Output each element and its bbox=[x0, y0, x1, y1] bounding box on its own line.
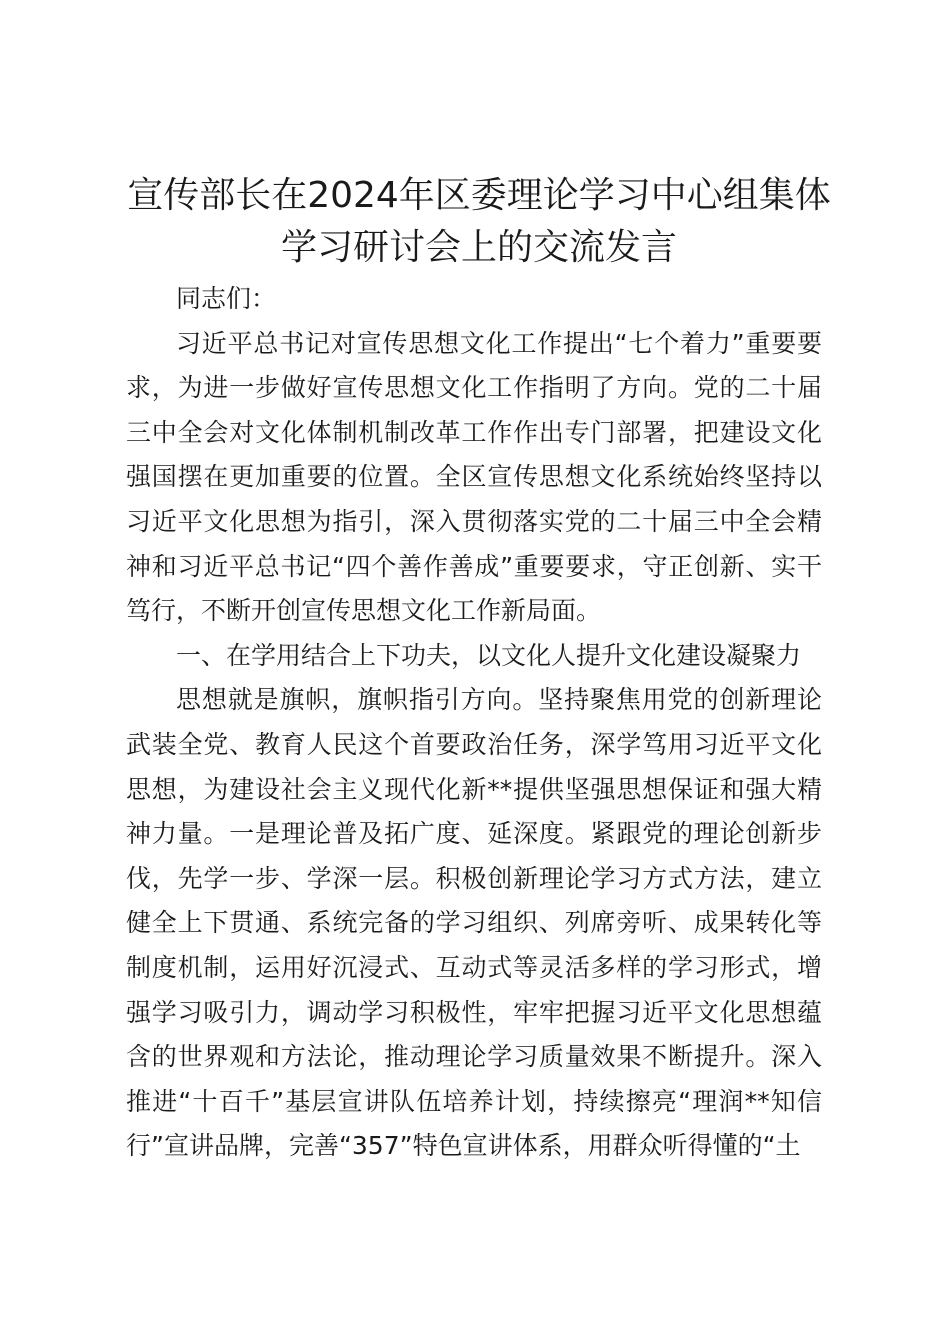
section-heading: 一、在学用结合上下功夫，以文化人提升文化建设凝聚力 bbox=[176, 640, 802, 670]
document-body bbox=[126, 277, 822, 1169]
section-paragraph: 思想就是旗帜，旗帜指引方向。坚持聚焦用党的创新理论武装全党、教育人民这个首要政治任务，深学笃用习近平文化思想，为建设社会主义现代化新**提供坚强思想保证和强大精神力量。一是理论普及拓广度、延深度。紧跟党的理论创新步伐，先学一步、学深一层。积极创新理论学习方式方法，建立健全上下贯通、系统完备的学习组织、列席旁听、成果转化等制度机制，运用好沉浸式、互动式等灵活多样的学习形式，增强学习吸引力，调动学习积极性，牢牢把握习近平文化思想蕴含的世界观和方法论，推动理论学习质量效果不断提升。深入推进“十百千”基层宣讲队伍培养计划，持续擦亮“理润**知信行”宣讲品牌，完善“357”特色宣讲体系，用群众听得懂的“土 bbox=[126, 685, 822, 1161]
salutation: 同志们： bbox=[176, 284, 277, 313]
document-title: 宣传部长在2024年区委理论学习中心组集体学习研讨会上的交流发言 bbox=[127, 175, 831, 268]
intro-paragraph: 习近平总书记对宣传思想文化工作提出“七个着力”重要要求，为进一步做好宣传思想文化工作指明了方向。党的二十届三中全会对文化体制机制改革工作作出专门部署，把建设文化强国摆在更加重要的位置。全区宣传思想文化系统始终坚持以习近平文化思想为指引，深入贯彻落实党的二十届三中全会精神和习近平总书记“四个善作善成”重要要求，守正创新、实干笃行，不断开创宣传思想文化工作新局面。 bbox=[126, 328, 822, 626]
